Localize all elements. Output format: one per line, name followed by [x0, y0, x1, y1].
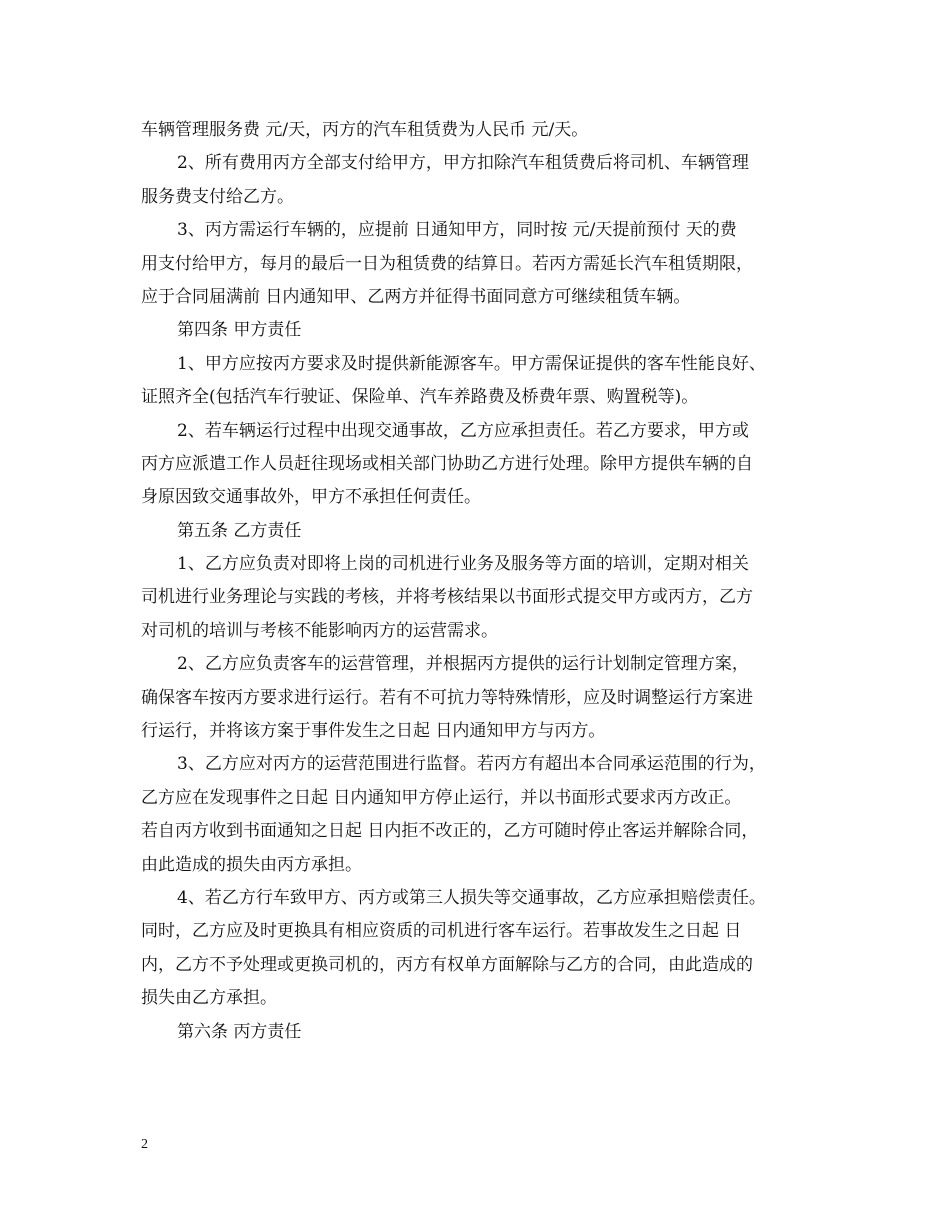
clause-3-line-2: 用支付给甲方，每月的最后一日为租赁费的结算日。若丙方需延长汽车租赁期限，: [141, 253, 753, 274]
article-5-item-4-line-3: 内，乙方不予处理或更换司机的，丙方有权单方面解除与乙方的合同，由此造成的: [141, 954, 753, 975]
article-5-item-3-line-1: 3、乙方应对丙方的运营范围进行监督。若丙方有超出本合同承运范围的行为，: [177, 754, 766, 775]
article-5-item-3-line-2: 乙方应在发现事件之日起 日内通知甲方停止运行，并以书面形式要求丙方改正。: [141, 787, 742, 808]
article-5-item-4-line-2: 同时，乙方应及时更换具有相应资质的司机进行客车运行。若事故发生之日起 日: [141, 921, 742, 942]
article-5-item-1-line-3: 对司机的培训与考核不能影响丙方的运营需求。: [141, 620, 498, 641]
page-number: 2: [141, 1137, 148, 1152]
article-5-item-1-line-2: 司机进行业务理论与实践的考核，并将考核结果以书面形式提交甲方或丙方，乙方: [141, 587, 753, 608]
article-5-item-2-line-1: 2、乙方应负责客车的运营管理，并根据丙方提供的运行计划制定管理方案，: [177, 654, 749, 675]
article-5-item-4-line-4: 损失由乙方承担。: [141, 988, 277, 1009]
article-5-item-2-line-2: 确保客车按丙方要求进行运行。若有不可抗力等特殊情形，应及时调整运行方案进: [141, 687, 753, 708]
article-4-heading: 第四条 甲方责任: [177, 320, 302, 341]
article-5-item-1-line-1: 1、乙方应负责对即将上岗的司机进行业务及服务等方面的培训，定期对相关: [177, 554, 749, 575]
text-line: 车辆管理服务费 元/天，丙方的汽车租赁费为人民币 元/天。: [141, 120, 589, 140]
article-5-item-2-line-3: 行运行，并将该方案于事件发生之日起 日内通知甲方与丙方。: [141, 721, 606, 742]
document-body: [141, 114, 821, 1049]
article-4-item-2-line-3: 身原因致交通事故外，甲方不承担任何责任。: [141, 487, 481, 508]
article-6-heading: 第六条 丙方责任: [177, 1021, 302, 1042]
article-4-item-2-line-1: 2、若车辆运行过程中出现交通事故，乙方应承担责任。若乙方要求，甲方或: [177, 420, 749, 441]
clause-2-line-1: 2、所有费用丙方全部支付给甲方，甲方扣除汽车租赁费后将司机、车辆管理: [177, 153, 749, 174]
article-4-item-2-line-2: 丙方应派遣工作人员赶往现场或相关部门协助乙方进行处理。除甲方提供车辆的自: [141, 453, 753, 474]
clause-2-line-2: 服务费支付给乙方。: [141, 186, 294, 207]
article-5-heading: 第五条 乙方责任: [177, 520, 302, 541]
article-5-item-4-line-1: 4、若乙方行车致甲方、丙方或第三人损失等交通事故，乙方应承担赔偿责任。: [177, 887, 766, 908]
clause-3-line-1: 3、丙方需运行车辆的，应提前 日通知甲方，同时按 元/天提前预付 天的费: [177, 220, 737, 241]
article-5-item-3-line-4: 由此造成的损失由丙方承担。: [141, 854, 362, 875]
article-4-item-1-line-2: 证照齐全(包括汽车行驶证、保险单、汽车养路费及桥费年票、购置税等)。: [141, 387, 699, 408]
article-4-item-1-line-1: 1、甲方应按丙方要求及时提供新能源客车。甲方需保证提供的客车性能良好、: [177, 353, 766, 374]
clause-3-line-3: 应于合同届满前 日内通知甲、乙两方并征得书面同意方可继续租赁车辆。: [141, 286, 691, 307]
article-5-item-3-line-3: 若自丙方收到书面通知之日起 日内拒不改正的，乙方可随时停止客运并解除合同，: [141, 821, 759, 842]
